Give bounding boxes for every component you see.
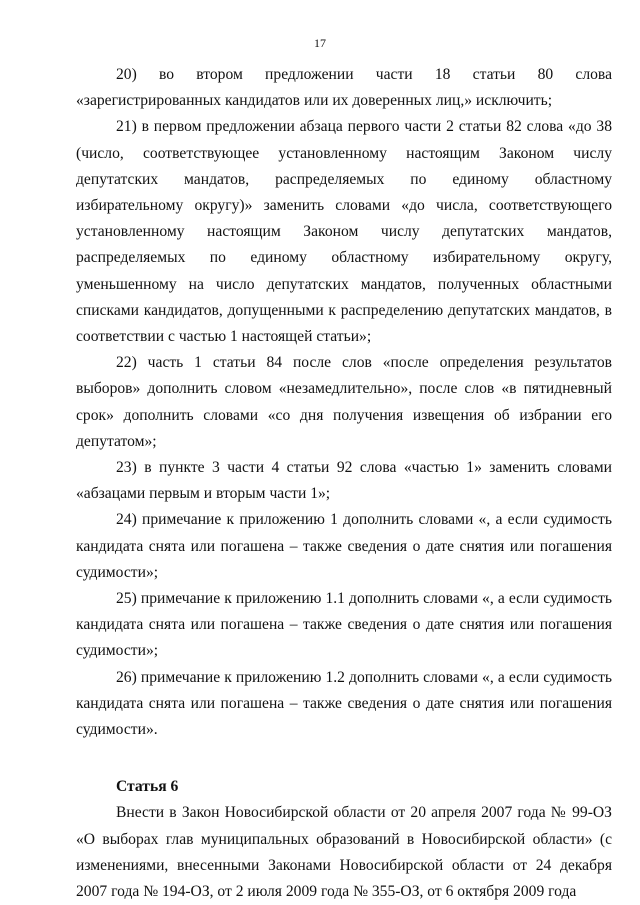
article-text: Внести в Закон Новосибирской области от 20 апреля 2007 года № 99-ОЗ «О выборах глав муниципальных образований в Новосибирской области» (с изменениями, внесенными Законами Новосибирской области от 24 декабря 2007 года № 194-ОЗ, от 2 июля 2009 года № 355-ОЗ, от 6 октября 2009 года bbox=[76, 804, 612, 901]
page-number: 17 bbox=[314, 36, 326, 50]
amendment-item-20: 20) во втором предложении части 18 статьи 80 слова «зарегистрированных кандидатов или их доверенных лиц,» исключить; bbox=[76, 66, 612, 110]
section-spacer bbox=[76, 743, 612, 774]
amendment-item-21: 21) в первом предложении абзаца первого части 2 статьи 82 слова «до 38 (число, соответствующее установленному настоящим Законом числу депутатских мандатов, распределяемых по единому областному избирательному округу)» заменить словами «до числа, соответствующего установленному настоящим Законом числу депутатских мандатов, распределяемых по единому областному избирательному округу, уменьшенному на число депутатских мандатов, полученных областными списками кандидатов, допущенными к распределению депутатских мандатов, в соответствии с частью 1 настоящей статьи»; bbox=[76, 118, 612, 346]
amendment-item-22: 22) часть 1 статьи 84 после слов «после определения результатов выборов» дополнить словом «незамедлительно», после слов «в пятидневный срок» дополнить словами «со дня получения извещения об избрании его депутатом»; bbox=[76, 354, 612, 450]
amendment-item-24: 24) примечание к приложению 1 дополнить словами «, а если судимость кандидата снята или погашена – также сведения о дате снятия или погашения судимости»; bbox=[76, 511, 612, 581]
amendment-item-25: 25) примечание к приложению 1.1 дополнить словами «, а если судимость кандидата снята или погашена – также сведения о дате снятия или погашения судимости»; bbox=[76, 590, 612, 660]
amendment-item-26: 26) примечание к приложению 1.2 дополнить словами «, а если судимость кандидата снята или погашена – также сведения о дате снятия или погашения судимости». bbox=[76, 668, 612, 739]
amendment-item-23: 23) в пункте 3 части 4 статьи 92 слова «частью 1» заменить словами «абзацами первым и вторым части 1»; bbox=[76, 459, 612, 503]
article-heading: Статья 6 bbox=[116, 778, 179, 796]
document-body bbox=[76, 62, 612, 905]
